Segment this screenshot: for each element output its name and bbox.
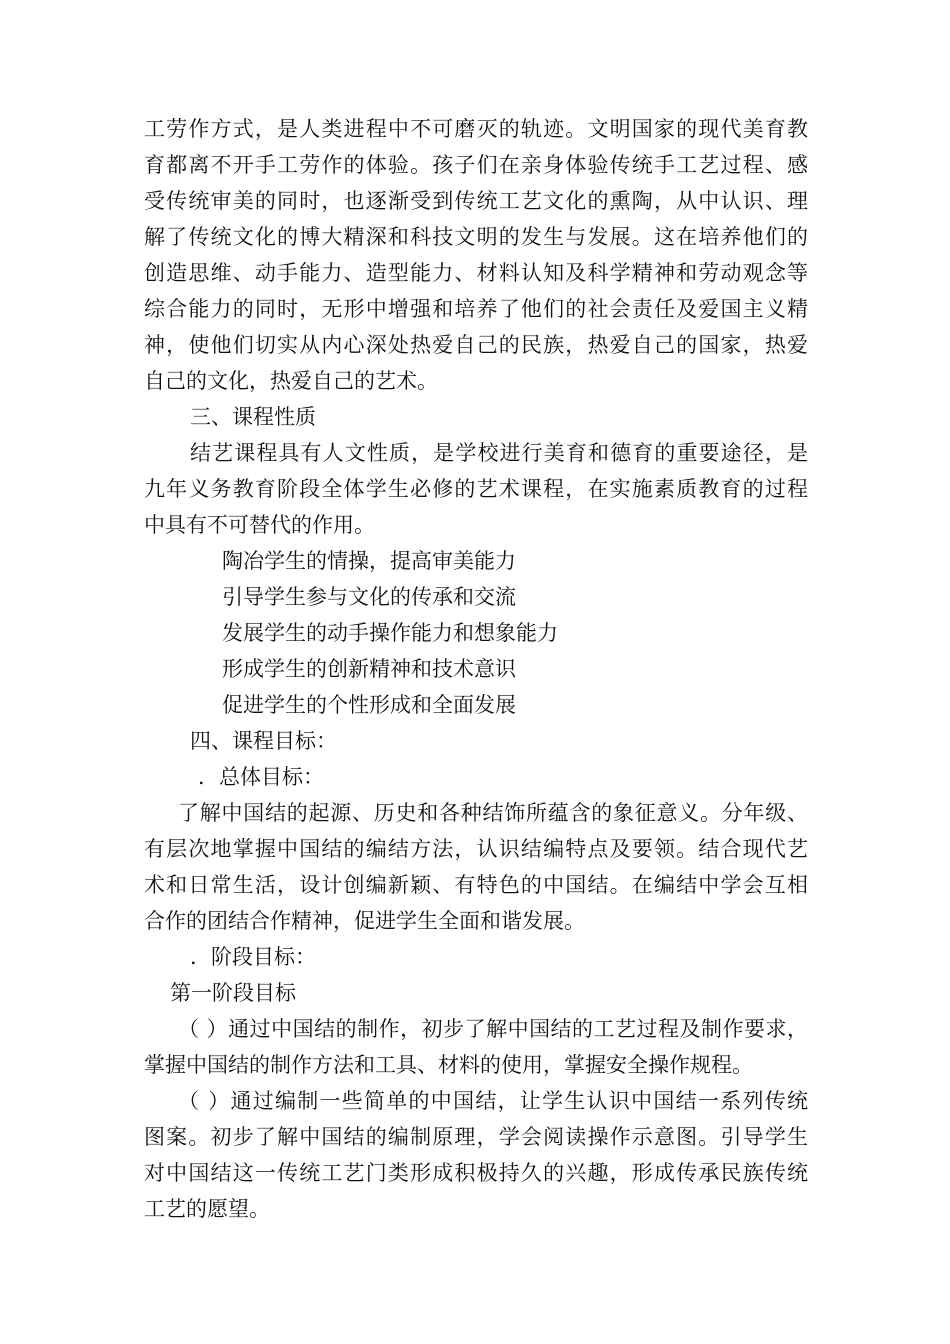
subsection-heading: ．总体目标： — [198, 765, 324, 789]
body-text-line: 了解中国结的起源、历史和各种结饰所蕴含的象征意义。分年级、 — [178, 801, 808, 825]
body-text-line: （ ）通过编制一些简单的中国结，让学生认识中国结一系列传统 — [178, 1089, 808, 1113]
list-item: 形成学生的创新精神和技术意识 — [222, 657, 516, 681]
list-item: 引导学生参与文化的传承和交流 — [222, 585, 516, 609]
body-text-line: 有层次地掌握中国结的编结方法，认识结编特点及要领。结合现代艺 — [144, 837, 808, 861]
list-item: 促进学生的个性形成和全面发展 — [222, 693, 516, 717]
body-text-line: 受传统审美的同时，也逐渐受到传统工艺文化的熏陶，从中认识、理 — [144, 189, 808, 213]
body-text-line: 工劳作方式，是人类进程中不可磨灭的轨迹。文明国家的现代美育教 — [144, 117, 808, 141]
section-heading: 四、课程目标： — [190, 729, 337, 753]
section-heading: 三、课程性质 — [190, 405, 316, 429]
body-text-line: 解了传统文化的博大精深和科技文明的发生与发展。这在培养他们的 — [144, 225, 808, 249]
body-text-line: 创造思维、动手能力、造型能力、材料认知及科学精神和劳动观念等 — [144, 261, 808, 285]
body-text-line: 合作的团结合作精神，促进学生全面和谐发展。 — [144, 909, 585, 933]
subsection-heading: ．阶段目标： — [190, 945, 316, 969]
body-text-line: 图案。初步了解中国结的编制原理，学会阅读操作示意图。引导学生 — [144, 1125, 808, 1149]
list-item: 发展学生的动手操作能力和想象能力 — [222, 621, 558, 645]
body-text-line: 掌握中国结的制作方法和工具、材料的使用，掌握安全操作规程。 — [144, 1053, 753, 1077]
body-text-line: 神，使他们切实从内心深处热爱自己的民族，热爱自己的国家，热爱 — [144, 333, 808, 357]
list-item: 陶冶学生的情操，提高审美能力 — [222, 549, 516, 573]
body-text-line: 自己的文化，热爱自己的艺术。 — [144, 369, 438, 393]
body-text-line: 综合能力的同时，无形中增强和培养了他们的社会责任及爱国主义精 — [144, 297, 808, 321]
subsection-heading: 第一阶段目标 — [170, 981, 296, 1005]
body-text-line: 对中国结这一传统工艺门类形成积极持久的兴趣，形成传承民族传统 — [144, 1161, 808, 1185]
body-text-line: 结艺课程具有人文性质，是学校进行美育和德育的重要途径，是 — [190, 441, 808, 465]
body-text-line: （ ）通过中国结的制作，初步了解中国结的工艺过程及制作要求， — [178, 1017, 808, 1041]
body-text-line: 中具有不可替代的作用。 — [144, 513, 375, 537]
body-text-line: 工艺的愿望。 — [144, 1197, 270, 1221]
body-text-line: 九年义务教育阶段全体学生必修的艺术课程，在实施素质教育的过程 — [144, 477, 808, 501]
body-text-line: 育都离不开手工劳作的体验。孩子们在亲身体验传统手工艺过程、感 — [144, 153, 808, 177]
body-text-line: 术和日常生活，设计创编新颖、有特色的中国结。在编结中学会互相 — [144, 873, 808, 897]
